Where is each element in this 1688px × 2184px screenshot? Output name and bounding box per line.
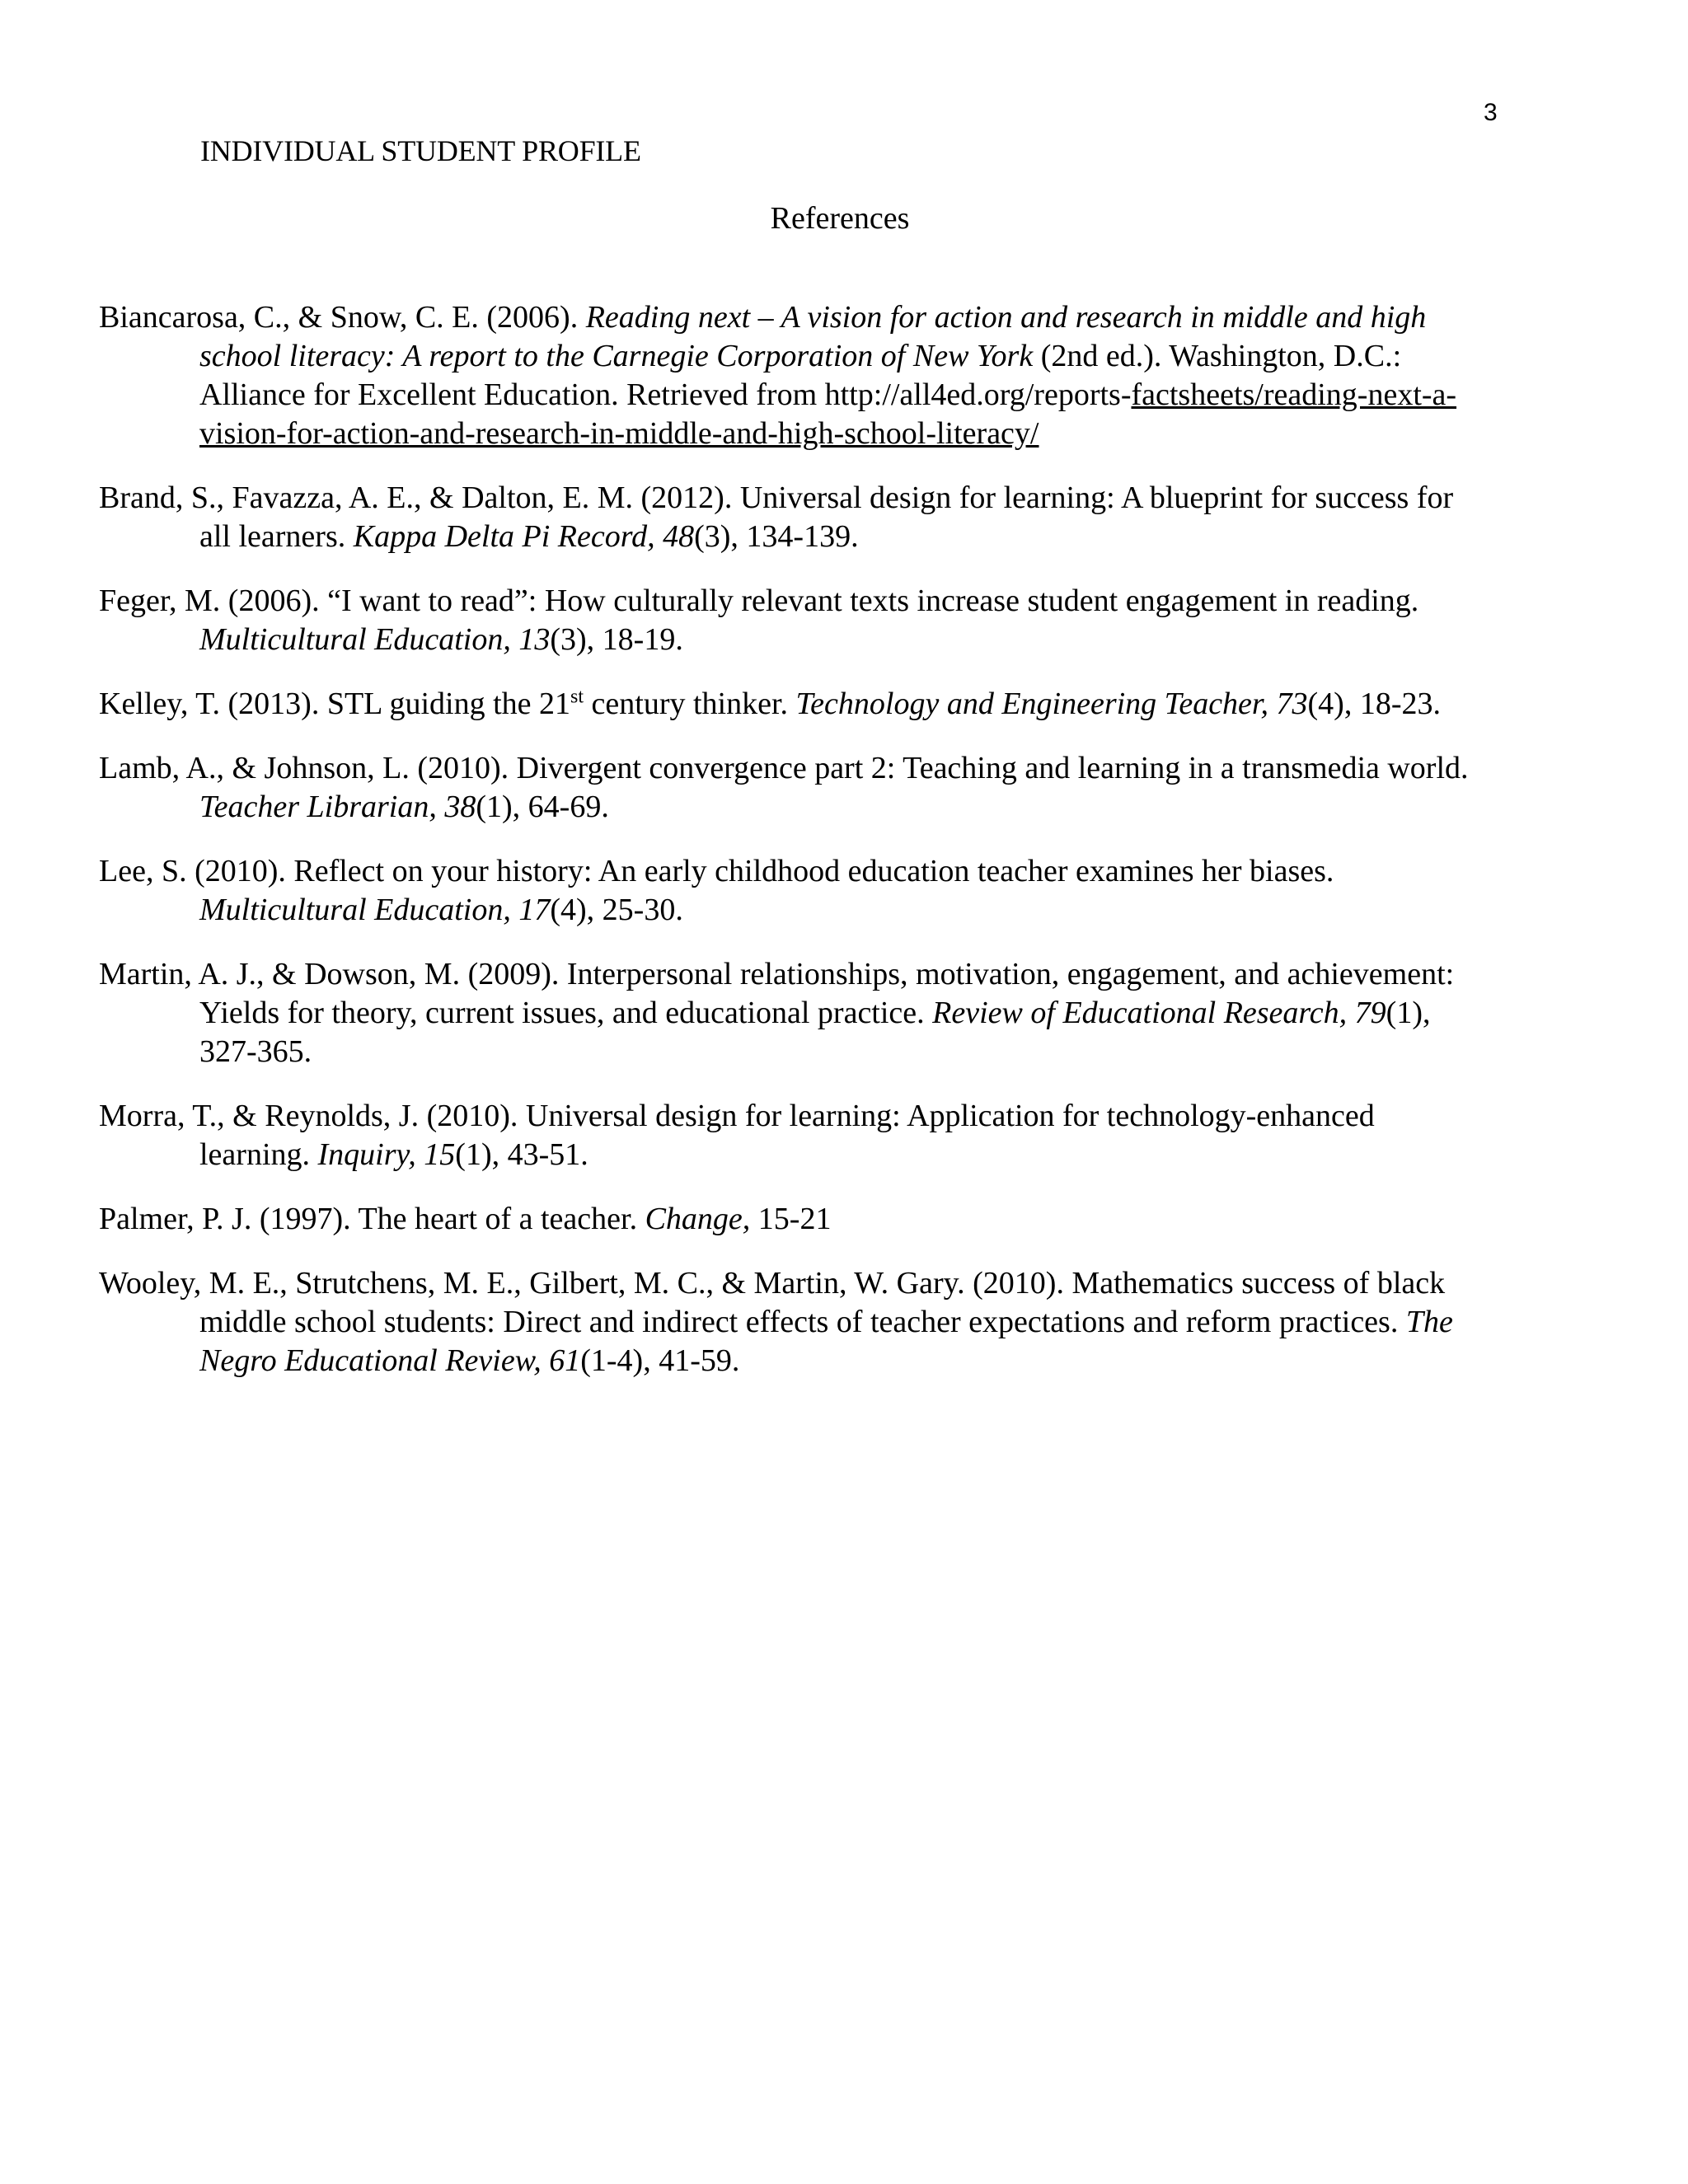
running-head: INDIVIDUAL STUDENT PROFILE (200, 134, 641, 167)
reference-list (99, 298, 1492, 1406)
reference-text: Lee, S. (2010). Reflect on your history: An early childhood education teacher examines her biases. (99, 854, 1334, 888)
reference-text: Morra, T., & Reynolds, J. (2010). Universal design for learning: Application for technology-enhanced learning. (99, 1099, 1375, 1172)
reference-entry-lamb (99, 749, 1492, 827)
reference-text: Kelley, T. (2013). STL guiding the 21 (99, 687, 571, 721)
reference-text: (1), 327-365. (199, 996, 1431, 1069)
reference-text: century thinker. (584, 687, 796, 721)
reference-text: (4), 18-23. (1307, 687, 1441, 721)
reference-text: Palmer, P. J. (1997). The heart of a teacher. (99, 1202, 645, 1236)
reference-source: The Negro Educational Review, 61 (199, 1305, 1453, 1378)
reference-entry-wooley (99, 1264, 1492, 1380)
reference-source: Technology and Engineering Teacher, 73 (795, 687, 1308, 721)
reference-source: Multicultural Education, 13 (199, 622, 551, 657)
reference-entry-brand (99, 479, 1492, 556)
references-heading-text: References (770, 201, 910, 236)
ordinal-suffix: st (570, 686, 584, 708)
reference-text: 15-21 (750, 1202, 832, 1236)
reference-text: (1), 64-69. (476, 790, 609, 824)
reference-source: Teacher Librarian, 38 (199, 790, 476, 824)
reference-url-link[interactable]: factsheets/reading-next-a-vision-for-action-and-research-in-middle-and-high-school-literacy/ (199, 377, 1457, 451)
reference-text: Feger, M. (2006). “I want to read”: How culturally relevant texts increase student engagement in reading. (99, 583, 1419, 618)
reference-source: Kappa Delta Pi Record, 48 (353, 519, 695, 554)
reference-source: Multicultural Education, 17 (199, 893, 551, 927)
reference-text: (3), 18-19. (550, 622, 683, 657)
reference-source: Review of Educational Research, 79 (932, 996, 1386, 1030)
reference-text: (2nd ed.). Washington, D.C.: Alliance for Excellent Education. Retrieved from http://all4ed.org/reports- (199, 339, 1402, 412)
reference-entry-lee (99, 852, 1492, 930)
reference-entry-biancarosa (99, 298, 1492, 453)
reference-source: Inquiry, 15 (317, 1137, 456, 1172)
reference-entry-palmer (99, 1200, 1492, 1239)
reference-entry-feger (99, 582, 1492, 659)
reference-text: (3), 134-139. (694, 519, 859, 554)
reference-entry-martin (99, 955, 1492, 1071)
page-number: 3 (1484, 99, 1498, 126)
reference-text: Wooley, M. E., Strutchens, M. E., Gilbert, M. C., & Martin, W. Gary. (2010). Mathematics success of black middle school students: Direct and indirect effects of teacher expectations and reform practices. (99, 1266, 1446, 1339)
references-heading (0, 200, 1688, 237)
reference-text: Biancarosa, C., & Snow, C. E. (2006). (99, 300, 586, 335)
reference-text: Martin, A. J., & Dowson, M. (2009). Interpersonal relationships, motivation, engagement, and achievement: Yields for theory, current issues, and educational practice. (99, 957, 1455, 1030)
reference-entry-kelley (99, 685, 1492, 724)
reference-text: Lamb, A., & Johnson, L. (2010). Divergent convergence part 2: Teaching and learning in a transmedia world. (99, 751, 1469, 785)
reference-title: Reading next – A vision for action and research in middle and high school literacy: A report to the Carnegie Corporation of New York (199, 300, 1427, 373)
reference-text: (4), 25-30. (550, 893, 683, 927)
reference-text: Brand, S., Favazza, A. E., & Dalton, E. M. (2012). Universal design for learning: A blueprint for success for all learners. (99, 480, 1454, 554)
reference-entry-morra (99, 1097, 1492, 1174)
reference-text: (1), 43-51. (455, 1137, 588, 1172)
reference-source: Change, (645, 1202, 751, 1236)
reference-text: (1-4), 41-59. (580, 1343, 740, 1378)
